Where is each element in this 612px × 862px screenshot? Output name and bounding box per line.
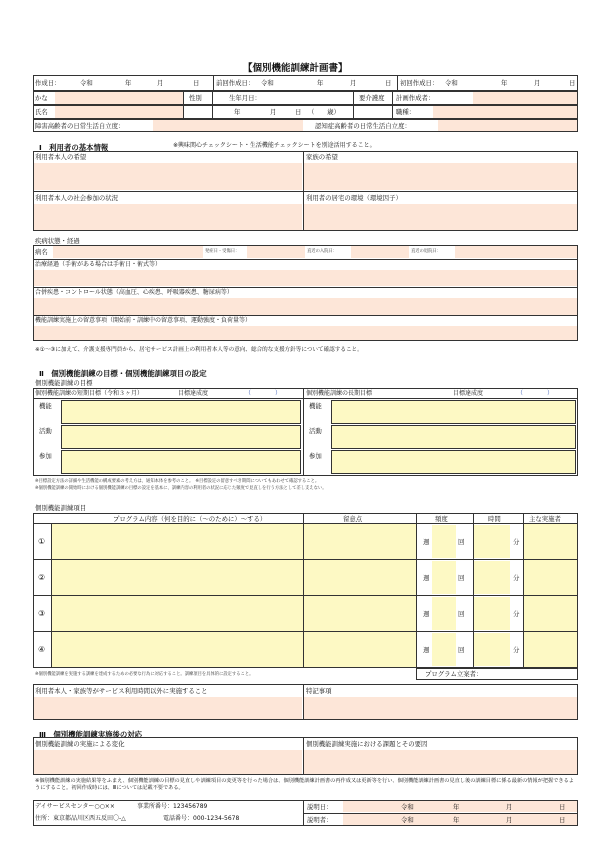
long-goal-kinou-field[interactable] xyxy=(331,400,576,424)
program-note: ※個別機能訓練を実施する訓練を達成するための必要な行為に対応すること。訓練項目を具体的に設定すること。 xyxy=(35,672,254,677)
planner-field[interactable] xyxy=(473,92,577,104)
disability-independence-label: 障害高齢者の日常生活自立度： xyxy=(35,122,125,130)
program-staff-field[interactable] xyxy=(524,596,577,631)
item-title: 個別機能訓練項目 xyxy=(35,504,87,512)
kana-field[interactable] xyxy=(55,92,183,104)
program-row-number: ③ xyxy=(38,609,46,618)
program-week-label: 週 xyxy=(423,646,430,654)
user-wish-label: 利用者本人の希望 xyxy=(35,153,87,161)
program-minutes-label: 分 xyxy=(513,574,520,582)
explain-month: 月 xyxy=(506,803,513,811)
first-day: 日 xyxy=(569,79,576,87)
special-field[interactable] xyxy=(304,697,577,719)
prev-era: 令和 xyxy=(261,79,274,87)
office-name: デイサービスセンター○○×× xyxy=(35,803,115,810)
program-point-field[interactable] xyxy=(304,524,416,559)
first-era: 令和 xyxy=(445,79,458,87)
home-env-field[interactable] xyxy=(304,204,577,230)
kana-label: かな xyxy=(35,94,48,102)
prev-month: 月 xyxy=(350,79,357,87)
goal-note2: ※個別機能訓練の開始時における個別機能訓練の目標の設定を基本に、訓練内容の利用者の状況に応じた頻度で見直しを行う方法として差し支えない。 xyxy=(35,486,327,491)
col-freq-header: 頻度 xyxy=(435,515,448,523)
program-point-field[interactable] xyxy=(304,560,416,595)
short-katsudo-label: 活動 xyxy=(39,427,52,435)
program-freq-field[interactable] xyxy=(432,561,456,594)
disease-line3 xyxy=(33,315,578,316)
explainer-field[interactable] xyxy=(343,814,577,825)
program-content-field[interactable] xyxy=(52,524,303,559)
name-field[interactable] xyxy=(55,106,183,118)
job-label: 職種： xyxy=(396,108,416,116)
disease-name-label: 病名 xyxy=(35,248,48,256)
program-times-label: 回 xyxy=(458,538,465,546)
program-freq-field[interactable] xyxy=(432,525,456,558)
long-achieve-label: 目標達成度 xyxy=(453,390,484,397)
course-field[interactable] xyxy=(34,270,577,286)
wish-hdivider xyxy=(33,191,578,192)
col-time-header: 時間 xyxy=(488,515,501,523)
admit-field[interactable] xyxy=(351,246,409,258)
family-wish-label: 家族の希望 xyxy=(306,153,338,161)
created-era: 令和 xyxy=(80,79,93,87)
program-times-label: 回 xyxy=(458,574,465,582)
caution-field[interactable] xyxy=(34,326,577,340)
user-wish-field[interactable] xyxy=(34,163,302,190)
social-label: 利用者本人の社会参加の状況 xyxy=(35,194,119,202)
program-staff-field[interactable] xyxy=(524,560,577,595)
section1-title: Ⅰ 利用者の基本情報 xyxy=(39,143,109,152)
created-year: 年 xyxy=(125,79,132,87)
prev-date-label: 前回作成日： xyxy=(216,79,255,87)
first-month: 月 xyxy=(534,79,541,87)
explainer-month: 月 xyxy=(506,816,513,824)
program-row-number: ① xyxy=(38,537,46,546)
short-goal-label: 個別機能訓練の短期目標（令和３ヶ月） xyxy=(35,390,144,397)
explainer-era: 令和 xyxy=(401,816,414,824)
short-goal-sanka-field[interactable] xyxy=(61,450,301,474)
discharge-label: 直近の退院日： xyxy=(411,249,442,254)
planner-label: 計画作成者： xyxy=(396,94,435,102)
program-minutes-label: 分 xyxy=(513,646,520,654)
outside-field[interactable] xyxy=(34,697,302,719)
birth-year: 年 xyxy=(234,108,241,116)
explain-date-field[interactable] xyxy=(343,801,577,812)
section1-footnote: ※①～③に加えて、介護支援専門員から、居宅サービス計画上の利用者本人等の意向、総合的な支援方針等について確認すること。 xyxy=(35,347,363,353)
prev-year: 年 xyxy=(317,79,324,87)
disease-line1 xyxy=(33,259,578,260)
birth-month: 月 xyxy=(270,108,277,116)
program-time-field[interactable] xyxy=(474,561,510,594)
program-point-field[interactable] xyxy=(304,632,416,667)
program-time-field[interactable] xyxy=(474,597,510,630)
birth-label: 生年月日： xyxy=(229,94,261,102)
short-achieve-value[interactable]: （ ） xyxy=(245,390,282,397)
short-kinou-label: 機能 xyxy=(39,402,52,410)
created-day: 日 xyxy=(193,79,200,87)
issues-field[interactable] xyxy=(304,750,577,774)
goal-divider xyxy=(303,388,304,476)
office-tel: 電話番号：000-1234-5678 xyxy=(163,815,240,822)
explain-era: 令和 xyxy=(401,803,414,811)
program-point-field[interactable] xyxy=(304,596,416,631)
section2-title: Ⅱ 個別機能訓練の目標・個別機能訓練項目の設定 xyxy=(39,369,207,378)
program-row-number: ② xyxy=(38,573,46,582)
program-week-label: 週 xyxy=(423,610,430,618)
program-minutes-label: 分 xyxy=(513,610,520,618)
document-title: 【個別機能訓練計画書】 xyxy=(243,63,348,74)
section1-note: ※興味関心チェックシート・生活機能チェックシートを別途活用すること。 xyxy=(173,142,376,149)
explain-date-label: 説明日： xyxy=(307,803,333,811)
col-point-header: 留意点 xyxy=(343,515,363,523)
program-row-number: ④ xyxy=(38,645,46,654)
family-wish-field[interactable] xyxy=(304,163,577,190)
long-sanka-label: 参加 xyxy=(309,452,322,460)
first-year: 年 xyxy=(501,79,508,87)
plan-sheet xyxy=(33,0,578,862)
long-kinou-label: 機能 xyxy=(309,402,322,410)
home-env-label: 利用者の居宅の環境（環境因子） xyxy=(306,194,402,202)
onset-label: 発症日・受傷日： xyxy=(205,249,240,254)
prev-day: 日 xyxy=(385,79,392,87)
program-week-label: 週 xyxy=(423,574,430,582)
program-freq-field[interactable] xyxy=(432,597,456,630)
explainer-year: 年 xyxy=(453,816,460,824)
program-content-field[interactable] xyxy=(52,560,303,595)
explainer-label: 説明者： xyxy=(307,816,333,824)
program-content-field[interactable] xyxy=(52,632,303,667)
admit-label: 直近の入院日： xyxy=(307,249,338,254)
change-field[interactable] xyxy=(34,750,302,774)
program-time-field[interactable] xyxy=(474,633,510,666)
caution-label: 機能訓練実施上の留意事項（開始前・訓練中の留意事項、運動強度・負荷量等） xyxy=(35,317,252,324)
outside-label: 利用者本人・家族等がサービス利用時間以外に実施すること xyxy=(35,687,208,695)
care-level-value[interactable] xyxy=(353,105,393,119)
created-month: 月 xyxy=(157,79,164,87)
goal-hline xyxy=(33,398,578,399)
program-staff-field[interactable] xyxy=(524,632,577,667)
age-label: （ 歳） xyxy=(308,108,340,116)
issues-label: 個別機能訓練実施における課題とその要因 xyxy=(306,740,428,748)
special-label: 特記事項 xyxy=(306,687,332,695)
explain-year: 年 xyxy=(453,803,460,811)
program-staff-field[interactable] xyxy=(524,524,577,559)
short-goal-kinou-field[interactable] xyxy=(61,400,301,424)
disability-independence-field[interactable] xyxy=(153,120,303,131)
program-times-label: 回 xyxy=(458,646,465,654)
complication-label: 合併疾患・コントロール状態（高血圧、心疾患、呼吸器疾患、糖尿病等） xyxy=(35,289,233,296)
program-minutes-label: 分 xyxy=(513,538,520,546)
program-time-field[interactable] xyxy=(474,525,510,558)
explain-day: 日 xyxy=(559,803,566,811)
care-level-label: 要介護度 xyxy=(359,94,385,102)
long-goal-katsudo-field[interactable] xyxy=(331,425,576,449)
long-goal-sanka-field[interactable] xyxy=(331,450,576,474)
program-freq-field[interactable] xyxy=(432,633,456,666)
short-sanka-label: 参加 xyxy=(39,452,52,460)
goal-note1: ※目標設定方法の詳細や生活機能の構成要素の考え方は、通知本体を参考のこと。 ※目標設定の留意すべき期間についてもあわせて確認すること。 xyxy=(35,479,320,484)
discharge-field[interactable] xyxy=(455,246,577,258)
social-field[interactable] xyxy=(34,204,302,230)
complication-field[interactable] xyxy=(34,298,577,315)
course-label: 治療経過（手術がある場合は手術日・術式等） xyxy=(35,261,162,268)
first-date-label: 初回作成日： xyxy=(400,79,439,87)
program-content-field[interactable] xyxy=(52,596,303,631)
onset-field[interactable] xyxy=(247,246,305,258)
program-week-label: 週 xyxy=(423,538,430,546)
created-date-label: 作成日： xyxy=(35,79,61,87)
long-achieve-value[interactable]: （ ） xyxy=(517,390,554,397)
goal-title: 個別機能訓練の目標 xyxy=(35,379,93,387)
office-number: 事業所番号：123456789 xyxy=(137,803,208,810)
sex-label: 性別 xyxy=(189,94,202,102)
short-goal-katsudo-field[interactable] xyxy=(61,425,301,449)
section3-note: ※個別機能訓練の実施結果等をふまえ、個別機能訓練の目標の見直しや訓練項目の変更等を行った場合は、個別機能訓練計画書の再作成又は更新等を行い、個別機能訓練計画書の見直し後の訓練目標に係る最新の情報が把握できるようにすること。初回作成時には、Ⅲについては記載不要である。 xyxy=(35,778,574,792)
office-address: 住所：東京都品川区西五反田〇-△ xyxy=(35,815,126,822)
job-field[interactable] xyxy=(433,106,577,118)
program-times-label: 回 xyxy=(458,610,465,618)
long-goal-label: 個別機能訓練の長期目標 xyxy=(306,390,373,397)
dementia-independence-field[interactable] xyxy=(438,120,577,131)
section3-title: Ⅲ 個別機能訓練実施後の対応 xyxy=(39,730,143,739)
name-label: 氏名 xyxy=(35,108,48,116)
change-label: 個別機能訓練の実施による変化 xyxy=(35,740,125,748)
sex-value-cell[interactable] xyxy=(183,105,213,119)
explainer-day: 日 xyxy=(559,816,566,824)
disease-title: 疾病状態・経過 xyxy=(35,237,80,245)
program-staff-label: プログラム立案者： xyxy=(425,670,483,678)
program-col-freq xyxy=(416,513,417,668)
dementia-independence-label: 認知症高齢者の日常生活自立度： xyxy=(315,122,411,130)
col-program-header: プログラム内容（何を目的に（～のために）～する） xyxy=(113,515,267,523)
disease-name-field[interactable] xyxy=(53,246,203,258)
birth-day: 日 xyxy=(295,108,302,116)
col-staff-header: 主な実施者 xyxy=(529,515,561,523)
long-katsudo-label: 活動 xyxy=(309,427,322,435)
short-achieve-label: 目標達成度 xyxy=(178,390,209,397)
disease-line2 xyxy=(33,287,578,288)
